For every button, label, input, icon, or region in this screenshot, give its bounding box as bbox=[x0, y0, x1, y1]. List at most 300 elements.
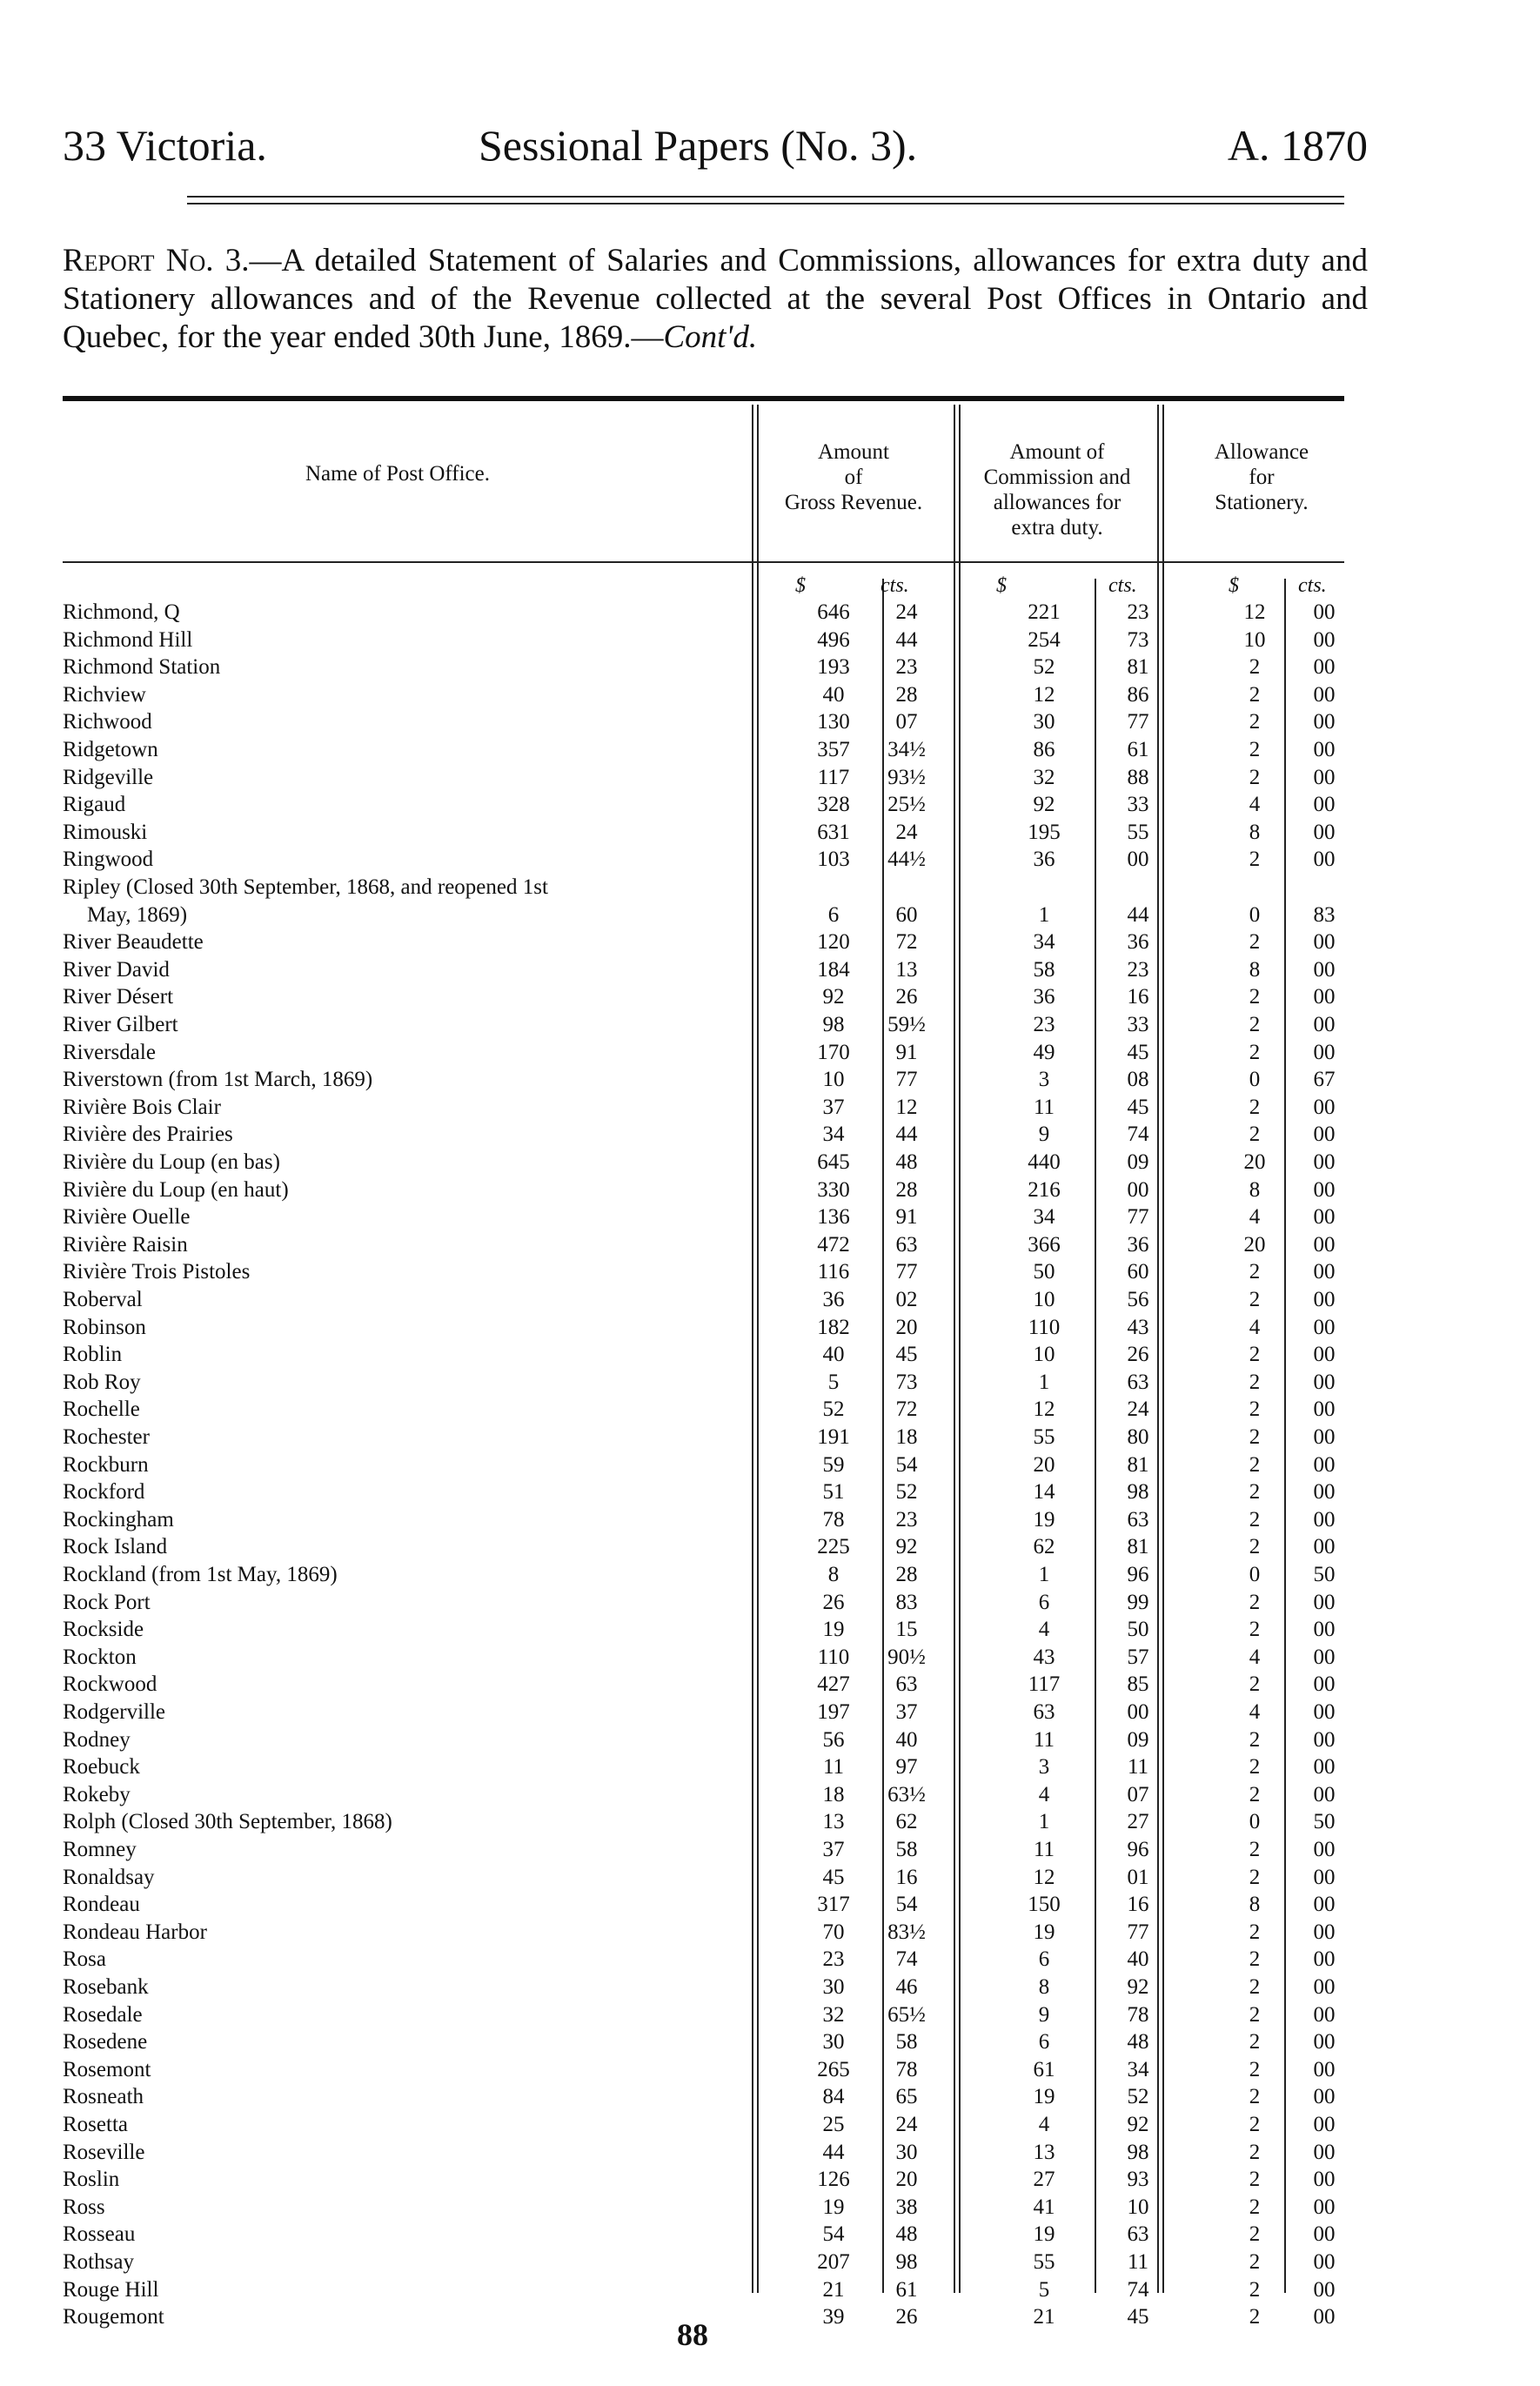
stationery-cents: 00 bbox=[1313, 848, 1336, 871]
commission-cents: 36 bbox=[1127, 1233, 1149, 1257]
stationery-cents: 00 bbox=[1313, 1975, 1336, 1999]
revenue-cents: 58 bbox=[895, 1838, 918, 1861]
revenue-dollars: 45 bbox=[822, 1866, 845, 1889]
revenue-cents: 44 bbox=[895, 628, 918, 652]
post-office-name bbox=[63, 627, 750, 654]
stationery-dollars: 0 bbox=[1249, 1563, 1261, 1586]
post-office-name bbox=[63, 1561, 750, 1589]
post-office-name bbox=[63, 599, 750, 627]
post-office-name-text: Rochester bbox=[63, 1425, 155, 1449]
stationery-dollars: 2 bbox=[1249, 1096, 1261, 1119]
revenue-dollars: 44 bbox=[822, 2141, 845, 2164]
table-row bbox=[63, 1231, 1368, 1259]
commission-cents: 43 bbox=[1127, 1316, 1149, 1339]
commission-dollars: 110 bbox=[1028, 1316, 1061, 1339]
post-office-name bbox=[63, 1836, 750, 1864]
unit-stationery-cents: cts. bbox=[1298, 574, 1327, 597]
revenue-cents: 83 bbox=[895, 1591, 918, 1614]
commission-dollars: 19 bbox=[1033, 1920, 1055, 1944]
post-office-name bbox=[63, 1094, 750, 1122]
post-office-name bbox=[63, 1424, 750, 1451]
dot-leader bbox=[63, 1606, 750, 1609]
revenue-dollars: 117 bbox=[817, 766, 850, 789]
commission-cents: 44 bbox=[1127, 903, 1149, 927]
commission-cents: 45 bbox=[1127, 1041, 1149, 1064]
table-row bbox=[63, 1506, 1368, 1534]
post-office-name-text: Rockwood bbox=[63, 1672, 162, 1696]
post-office-name bbox=[63, 956, 750, 984]
commission-dollars: 10 bbox=[1033, 1288, 1055, 1311]
revenue-cents: 83½ bbox=[887, 1920, 926, 1944]
table-row bbox=[63, 2194, 1368, 2222]
table-row bbox=[63, 791, 1368, 819]
commission-dollars: 14 bbox=[1033, 1480, 1055, 1504]
commission-dollars: 61 bbox=[1033, 2058, 1055, 2081]
commission-dollars: 11 bbox=[1033, 1096, 1055, 1119]
commission-cents: 33 bbox=[1127, 1013, 1149, 1036]
post-office-name-text: Rivière Trois Pistoles bbox=[63, 1260, 255, 1283]
dot-leader bbox=[63, 1963, 750, 1966]
stationery-dollars: 2 bbox=[1249, 738, 1261, 761]
post-office-name-text: Rochelle bbox=[63, 1397, 145, 1421]
commission-cents: 07 bbox=[1127, 1783, 1149, 1806]
revenue-cents: 24 bbox=[895, 821, 918, 844]
revenue-cents: 44½ bbox=[887, 848, 926, 871]
revenue-cents: 20 bbox=[895, 1316, 918, 1339]
commission-dollars: 34 bbox=[1033, 1205, 1055, 1229]
stationery-cents: 00 bbox=[1313, 793, 1336, 816]
commission-dollars: 3 bbox=[1038, 1068, 1050, 1091]
stationery-cents: 00 bbox=[1313, 985, 1336, 1009]
stationery-dollars: 2 bbox=[1249, 1013, 1261, 1036]
header-bottom-rule bbox=[63, 561, 1344, 563]
revenue-cents: 28 bbox=[895, 683, 918, 707]
post-office-name bbox=[63, 653, 750, 681]
post-office-name-text: Rokeby bbox=[63, 1783, 136, 1806]
table-row bbox=[63, 846, 1368, 874]
table-row bbox=[63, 1149, 1368, 1176]
commission-cents: 57 bbox=[1127, 1645, 1149, 1669]
commission-dollars: 34 bbox=[1033, 930, 1055, 954]
table-row bbox=[63, 736, 1368, 764]
revenue-cents: 15 bbox=[895, 1618, 918, 1641]
commission-cents: 08 bbox=[1127, 1068, 1149, 1091]
revenue-cents: 93½ bbox=[887, 766, 926, 789]
post-office-name-text: Rivière des Prairies bbox=[63, 1123, 238, 1146]
stationery-dollars: 2 bbox=[1249, 2085, 1261, 2108]
revenue-cents: 12 bbox=[895, 1096, 918, 1119]
stationery-cents: 00 bbox=[1313, 1041, 1336, 1064]
revenue-dollars: 10 bbox=[822, 1068, 845, 1091]
stationery-dollars: 2 bbox=[1249, 710, 1261, 734]
commission-dollars: 55 bbox=[1033, 1425, 1055, 1449]
commission-dollars: 10 bbox=[1033, 1343, 1055, 1366]
revenue-cents: 26 bbox=[895, 985, 918, 1009]
revenue-dollars: 26 bbox=[822, 1591, 845, 1614]
post-office-name bbox=[63, 1919, 750, 1947]
commission-dollars: 55 bbox=[1033, 2250, 1055, 2274]
table-row bbox=[63, 956, 1368, 984]
stationery-dollars: 2 bbox=[1249, 2168, 1261, 2191]
stationery-cents: 00 bbox=[1313, 2305, 1336, 2329]
revenue-cents: 23 bbox=[895, 1508, 918, 1531]
stationery-cents: 00 bbox=[1313, 2222, 1336, 2246]
stationery-cents: 00 bbox=[1313, 2195, 1336, 2219]
commission-cents: 81 bbox=[1127, 1453, 1149, 1477]
commission-cents: 45 bbox=[1127, 2305, 1149, 2329]
stationery-cents: 00 bbox=[1313, 683, 1336, 707]
revenue-cents: 18 bbox=[895, 1425, 918, 1449]
post-office-name-text: Rivière Ouelle bbox=[63, 1205, 195, 1229]
unit-revenue-dollars: $ bbox=[795, 574, 806, 597]
stationery-dollars: 2 bbox=[1249, 1535, 1261, 1558]
commission-dollars: 52 bbox=[1033, 655, 1055, 679]
commission-dollars: 4 bbox=[1038, 1618, 1050, 1641]
revenue-dollars: 23 bbox=[822, 1947, 845, 1971]
revenue-cents: 78 bbox=[895, 2058, 918, 2081]
post-office-name bbox=[63, 1506, 750, 1534]
commission-cents: 77 bbox=[1127, 1205, 1149, 1229]
stationery-dollars: 2 bbox=[1249, 1975, 1261, 1999]
table-row bbox=[63, 1533, 1368, 1561]
stationery-cents: 00 bbox=[1313, 628, 1336, 652]
stationery-dollars: 2 bbox=[1249, 1947, 1261, 1971]
stationery-dollars: 2 bbox=[1249, 1260, 1261, 1283]
revenue-dollars: 170 bbox=[817, 1041, 850, 1064]
stationery-cents: 00 bbox=[1313, 1755, 1336, 1779]
stationery-dollars: 8 bbox=[1249, 1178, 1261, 1202]
stationery-cents: 00 bbox=[1313, 930, 1336, 954]
commission-dollars: 117 bbox=[1028, 1672, 1061, 1696]
stationery-dollars: 2 bbox=[1249, 2030, 1261, 2054]
commission-cents: 01 bbox=[1127, 1866, 1149, 1889]
commission-dollars: 32 bbox=[1033, 766, 1055, 789]
post-office-name bbox=[63, 2028, 750, 2056]
commission-cents: 24 bbox=[1127, 1397, 1149, 1421]
post-office-name-text: Richmond Hill bbox=[63, 628, 198, 652]
running-head-right: A. 1870 bbox=[1227, 121, 1368, 170]
post-office-name-text: Rougemont bbox=[63, 2305, 170, 2329]
revenue-cents: 73 bbox=[895, 1371, 918, 1394]
post-office-name-text: Rivière Raisin bbox=[63, 1233, 193, 1257]
stationery-dollars: 2 bbox=[1249, 2222, 1261, 2246]
commission-cents: 33 bbox=[1127, 793, 1149, 816]
table-row bbox=[63, 983, 1368, 1011]
commission-cents: 36 bbox=[1127, 930, 1149, 954]
table-row bbox=[63, 2056, 1368, 2084]
post-office-name-text: Richmond Station bbox=[63, 655, 225, 679]
stationery-cents: 00 bbox=[1313, 1096, 1336, 1119]
dot-leader bbox=[63, 1331, 750, 1334]
commission-dollars: 9 bbox=[1038, 2003, 1050, 2027]
commission-dollars: 1 bbox=[1038, 1563, 1050, 1586]
stationery-dollars: 2 bbox=[1249, 1783, 1261, 1806]
table-row bbox=[63, 1974, 1368, 2001]
post-office-name bbox=[63, 1011, 750, 1039]
revenue-dollars: 40 bbox=[822, 683, 845, 707]
revenue-cents: 62 bbox=[895, 1810, 918, 1833]
dot-leader bbox=[63, 2211, 750, 2214]
revenue-cents: 90½ bbox=[887, 1645, 926, 1669]
dot-leader bbox=[63, 1413, 750, 1416]
post-office-name bbox=[63, 928, 750, 956]
table-row bbox=[63, 901, 1368, 929]
stationery-cents: 50 bbox=[1313, 1563, 1336, 1586]
stationery-dollars: 2 bbox=[1249, 1728, 1261, 1752]
post-office-name bbox=[63, 1066, 750, 1094]
revenue-cents: 07 bbox=[895, 710, 918, 734]
commission-dollars: 1 bbox=[1038, 903, 1050, 927]
post-office-name-text: Rosa bbox=[63, 1947, 111, 1971]
post-office-name bbox=[63, 1808, 750, 1836]
revenue-cents: 77 bbox=[895, 1260, 918, 1283]
table-row bbox=[63, 1946, 1368, 1974]
commission-cents: 63 bbox=[1127, 2222, 1149, 2246]
post-office-name bbox=[63, 2303, 750, 2331]
post-office-name bbox=[63, 1258, 750, 1286]
stationery-dollars: 2 bbox=[1249, 683, 1261, 707]
revenue-cents: 59½ bbox=[887, 1013, 926, 1036]
post-office-name-text: Rock Port bbox=[63, 1591, 156, 1614]
commission-dollars: 221 bbox=[1028, 600, 1061, 624]
revenue-cents: 24 bbox=[895, 2113, 918, 2136]
commission-cents: 99 bbox=[1127, 1591, 1149, 1614]
commission-cents: 11 bbox=[1127, 1755, 1149, 1779]
stationery-dollars: 2 bbox=[1249, 1343, 1261, 1366]
stationery-cents: 00 bbox=[1313, 1480, 1336, 1504]
commission-cents: 55 bbox=[1127, 821, 1149, 844]
commission-cents: 09 bbox=[1127, 1150, 1149, 1174]
stationery-cents: 00 bbox=[1313, 1700, 1336, 1724]
table-row bbox=[63, 1396, 1368, 1424]
revenue-dollars: 37 bbox=[822, 1096, 845, 1119]
commission-cents: 56 bbox=[1127, 1288, 1149, 1311]
table-row bbox=[63, 2028, 1368, 2056]
stationery-cents: 00 bbox=[1313, 1371, 1336, 1394]
table-row bbox=[63, 1589, 1368, 1617]
stationery-dollars: 2 bbox=[1249, 2278, 1261, 2302]
post-office-name bbox=[63, 1231, 750, 1259]
table-row bbox=[63, 1864, 1368, 1892]
post-office-name bbox=[63, 2249, 750, 2276]
revenue-dollars: 328 bbox=[817, 793, 850, 816]
stationery-dollars: 4 bbox=[1249, 1205, 1261, 1229]
commission-dollars: 36 bbox=[1033, 848, 1055, 871]
commission-dollars: 8 bbox=[1038, 1975, 1050, 1999]
commission-cents: 63 bbox=[1127, 1508, 1149, 1531]
stationery-dollars: 12 bbox=[1243, 600, 1266, 624]
revenue-dollars: 120 bbox=[817, 930, 850, 954]
table-row bbox=[63, 2249, 1368, 2276]
commission-dollars: 19 bbox=[1033, 1508, 1055, 1531]
revenue-cents: 74 bbox=[895, 1947, 918, 1971]
commission-cents: 88 bbox=[1127, 766, 1149, 789]
dot-leader bbox=[63, 1056, 750, 1059]
commission-dollars: 366 bbox=[1028, 1233, 1061, 1257]
post-office-name bbox=[63, 1781, 750, 1809]
commission-dollars: 19 bbox=[1033, 2085, 1055, 2108]
revenue-cents: 72 bbox=[895, 930, 918, 954]
revenue-cents: 37 bbox=[895, 1700, 918, 1724]
post-office-name-text: Rolph (Closed 30th September, 1868) bbox=[63, 1810, 398, 1833]
table-row bbox=[63, 1011, 1368, 1039]
commission-cents: 92 bbox=[1127, 2113, 1149, 2136]
commission-cents: 23 bbox=[1127, 600, 1149, 624]
dot-leader bbox=[63, 2128, 750, 2131]
stationery-cents: 00 bbox=[1313, 1893, 1336, 1916]
post-office-name bbox=[63, 764, 750, 792]
dot-leader bbox=[63, 2046, 750, 2048]
commission-cents: 92 bbox=[1127, 1975, 1149, 1999]
post-office-name-text: Roslin bbox=[63, 2168, 124, 2191]
revenue-dollars: 265 bbox=[817, 2058, 850, 2081]
revenue-dollars: 182 bbox=[817, 1316, 850, 1339]
dot-leader bbox=[63, 836, 750, 839]
commission-cents: 98 bbox=[1127, 1480, 1149, 1504]
dot-leader bbox=[63, 1358, 750, 1361]
dot-leader bbox=[63, 1386, 750, 1389]
table-row bbox=[63, 1066, 1368, 1094]
post-office-name-text: Rondeau bbox=[63, 1893, 145, 1916]
table-row bbox=[63, 2221, 1368, 2249]
commission-dollars: 1 bbox=[1038, 1371, 1050, 1394]
post-office-name bbox=[63, 1396, 750, 1424]
post-office-name bbox=[63, 791, 750, 819]
revenue-dollars: 126 bbox=[817, 2168, 850, 2191]
post-office-name bbox=[63, 708, 750, 736]
post-office-name bbox=[63, 1533, 750, 1561]
commission-dollars: 20 bbox=[1033, 1453, 1055, 1477]
post-office-name-text: Ronaldsay bbox=[63, 1866, 160, 1889]
revenue-cents: 52 bbox=[895, 1480, 918, 1504]
commission-cents: 40 bbox=[1127, 1947, 1149, 1971]
post-office-name bbox=[63, 983, 750, 1011]
commission-cents: 27 bbox=[1127, 1810, 1149, 1833]
stationery-dollars: 0 bbox=[1249, 903, 1261, 927]
commission-dollars: 1 bbox=[1038, 1810, 1050, 1833]
post-office-name-text: River Désert bbox=[63, 985, 178, 1009]
post-office-name-text: Rodney bbox=[63, 1728, 136, 1752]
revenue-dollars: 136 bbox=[817, 1205, 850, 1229]
post-office-name-text: Rockburn bbox=[63, 1453, 154, 1477]
post-office-name-text: Rivière du Loup (en haut) bbox=[63, 1178, 294, 1202]
post-office-name bbox=[63, 1286, 750, 1314]
table-row bbox=[63, 1699, 1368, 1726]
commission-dollars: 11 bbox=[1033, 1728, 1055, 1752]
post-office-name bbox=[63, 1314, 750, 1342]
dot-leader bbox=[63, 1908, 750, 1911]
revenue-cents: 54 bbox=[895, 1453, 918, 1477]
commission-cents: 26 bbox=[1127, 1343, 1149, 1366]
post-office-name-text: River Gilbert bbox=[63, 1013, 184, 1036]
running-head-center: Sessional Papers (No. 3). bbox=[479, 121, 918, 170]
post-office-name-text: Rondeau Harbor bbox=[63, 1920, 212, 1944]
stationery-cents: 00 bbox=[1313, 2085, 1336, 2108]
stationery-cents: 00 bbox=[1313, 2168, 1336, 2191]
post-office-name bbox=[63, 2194, 750, 2222]
table-row bbox=[63, 653, 1368, 681]
table-row bbox=[63, 874, 1368, 901]
revenue-cents: 40 bbox=[895, 1728, 918, 1752]
running-head bbox=[63, 120, 1368, 172]
revenue-dollars: 51 bbox=[822, 1480, 845, 1504]
post-office-name bbox=[63, 819, 750, 847]
commission-dollars: 92 bbox=[1033, 793, 1055, 816]
revenue-dollars: 98 bbox=[822, 1013, 845, 1036]
revenue-dollars: 30 bbox=[822, 2030, 845, 2054]
dot-leader bbox=[63, 2101, 750, 2103]
post-office-name bbox=[63, 1149, 750, 1176]
stationery-dollars: 2 bbox=[1249, 930, 1261, 954]
commission-cents: 80 bbox=[1127, 1425, 1149, 1449]
post-office-name bbox=[63, 1864, 750, 1892]
stationery-cents: 00 bbox=[1313, 600, 1336, 624]
post-office-name-text: Romney bbox=[63, 1838, 142, 1861]
post-office-name bbox=[63, 2083, 750, 2111]
table-row bbox=[63, 1203, 1368, 1231]
stationery-dollars: 8 bbox=[1249, 821, 1261, 844]
post-office-name-text: Richmond, Q bbox=[63, 600, 185, 624]
stationery-dollars: 2 bbox=[1249, 1123, 1261, 1146]
commission-dollars: 13 bbox=[1033, 2141, 1055, 2164]
stationery-cents: 00 bbox=[1313, 2058, 1336, 2081]
revenue-dollars: 78 bbox=[822, 1508, 845, 1531]
post-office-name-text: River David bbox=[63, 958, 175, 982]
header-commission: Amount of Commission and allowances for extra duty. bbox=[983, 440, 1131, 540]
table-row bbox=[63, 1094, 1368, 1122]
commission-dollars: 86 bbox=[1033, 738, 1055, 761]
revenue-dollars: 184 bbox=[817, 958, 850, 982]
stationery-cents: 00 bbox=[1313, 2278, 1336, 2302]
commission-dollars: 216 bbox=[1028, 1178, 1061, 1202]
stationery-dollars: 20 bbox=[1243, 1233, 1266, 1257]
post-office-name bbox=[63, 2111, 750, 2139]
commission-dollars: 5 bbox=[1038, 2278, 1050, 2302]
table-row bbox=[63, 1726, 1368, 1754]
dot-leader bbox=[63, 863, 750, 866]
revenue-dollars: 18 bbox=[822, 1783, 845, 1806]
post-office-name bbox=[63, 2276, 750, 2304]
table-row bbox=[63, 1919, 1368, 1947]
post-office-name-text: Roblin bbox=[63, 1343, 127, 1366]
post-office-name bbox=[63, 846, 750, 874]
commission-cents: 73 bbox=[1127, 628, 1149, 652]
stationery-cents: 00 bbox=[1313, 1425, 1336, 1449]
unit-commission-cents: cts. bbox=[1108, 574, 1137, 597]
commission-cents: 61 bbox=[1127, 738, 1149, 761]
revenue-dollars: 13 bbox=[822, 1810, 845, 1833]
dot-leader bbox=[63, 808, 750, 811]
commission-cents: 11 bbox=[1127, 2250, 1149, 2274]
commission-cents: 77 bbox=[1127, 710, 1149, 734]
table-row bbox=[63, 1039, 1368, 1067]
dot-leader bbox=[63, 2266, 750, 2269]
running-head-left: 33 Victoria. bbox=[63, 121, 267, 170]
report-text: —A detailed Statement of Salaries and Commissions, allowances for extra duty and Stationery allowances and of the Revenue collected at the several Post Offices in Ontario and Quebec, for the year ended 30th June, 1869.— bbox=[63, 243, 1368, 355]
post-office-name-text: Ross bbox=[63, 2195, 110, 2219]
stationery-dollars: 2 bbox=[1249, 2195, 1261, 2219]
commission-dollars: 58 bbox=[1033, 958, 1055, 982]
revenue-dollars: 21 bbox=[822, 2278, 845, 2302]
revenue-dollars: 193 bbox=[817, 655, 850, 679]
table-row bbox=[63, 2083, 1368, 2111]
revenue-dollars: 631 bbox=[817, 821, 850, 844]
stationery-cents: 00 bbox=[1313, 1288, 1336, 1311]
revenue-dollars: 645 bbox=[817, 1150, 850, 1174]
stationery-cents: 00 bbox=[1313, 1205, 1336, 1229]
post-office-name bbox=[63, 1203, 750, 1231]
post-office-name bbox=[63, 681, 750, 709]
